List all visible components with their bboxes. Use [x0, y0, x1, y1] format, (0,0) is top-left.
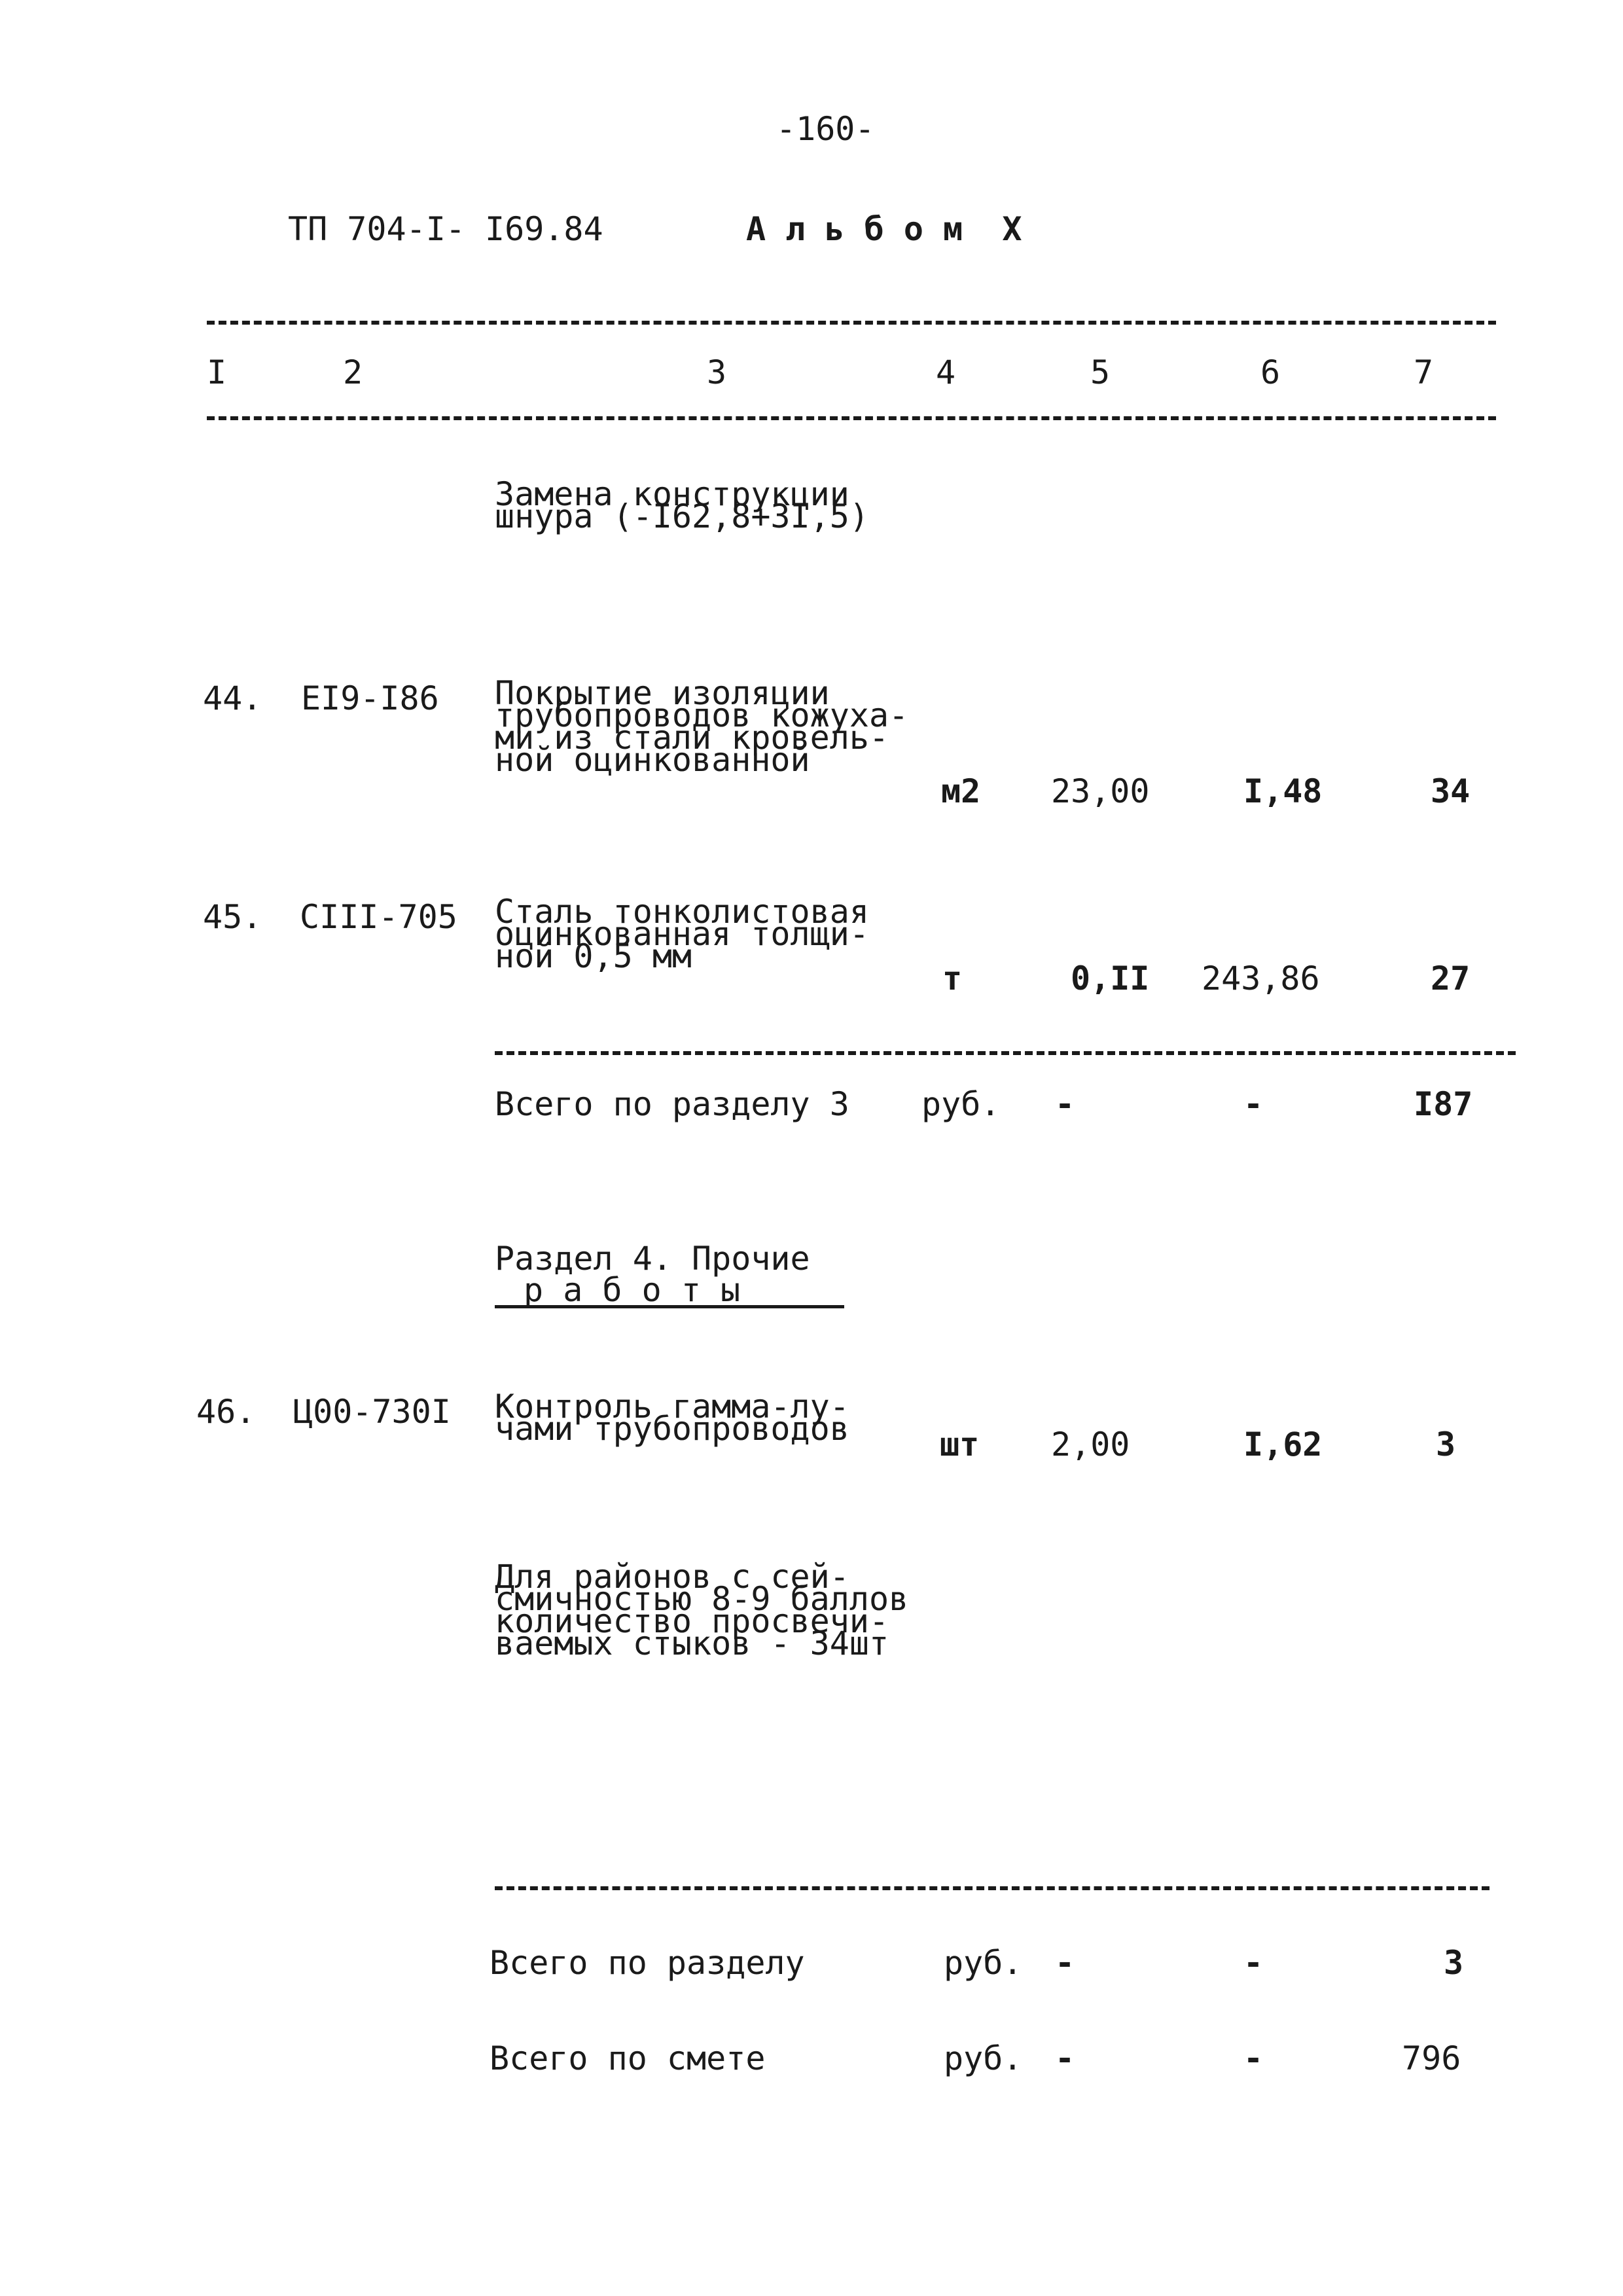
section-4-underline [495, 1305, 844, 1308]
item-description: Покрытие изоляции трубопроводов кожуха- ми из стали кровель- ной оцинкованной [495, 674, 909, 779]
note-shnur: Замена конструкции шнура (-I62,8+3I,5) [495, 475, 869, 535]
item-description: Сталь тонколистовая оцинкованная толщи- ной 0,5 мм [495, 893, 869, 975]
item-code: Ц00-730I [293, 1393, 451, 1431]
subtotal-4-rule [495, 1886, 1489, 1890]
grand-total-col6: - [1243, 2039, 1264, 2077]
grand-total-unit: руб. [944, 2039, 1023, 2077]
subtotal-col5: - [1055, 1944, 1075, 1982]
item-quantity: 2,00 [1051, 1426, 1130, 1463]
item-unit-price: I,48 [1243, 772, 1323, 810]
section-4-title: Раздел 4. Прочие [495, 1240, 810, 1278]
item-unit: м2 [941, 772, 981, 810]
grand-total-value: 796 [1402, 2039, 1461, 2077]
subtotal-col5: - [1055, 1085, 1075, 1123]
subtotal-unit: руб. [921, 1085, 1001, 1123]
subtotal-unit: руб. [944, 1944, 1023, 1982]
subtotal-label: Всего по разделу [490, 1944, 805, 1982]
row-number: 45. [203, 898, 262, 936]
row-number: 44. [203, 679, 262, 717]
item-total: 27 [1431, 960, 1471, 997]
column-header-3: 3 [707, 353, 727, 391]
item-quantity: 0,II [1071, 960, 1150, 997]
subtotal-col6: - [1243, 1085, 1264, 1123]
column-header-1: I [207, 353, 227, 391]
item-total: 34 [1431, 772, 1471, 810]
subtotal-total: I87 [1414, 1085, 1473, 1123]
column-header-4: 4 [936, 353, 956, 391]
section-4-title-line2: р а б о т ы [524, 1271, 741, 1309]
item-unit-price: 243,86 [1202, 960, 1320, 997]
header-top-rule [207, 321, 1496, 325]
item-unit: шт [940, 1426, 980, 1463]
grand-total-col5: - [1055, 2039, 1075, 2077]
subtotal-3-rule [495, 1051, 1516, 1055]
column-header-2: 2 [343, 353, 363, 391]
page-number: -160- [776, 110, 875, 148]
grand-total-label: Всего по смете [490, 2039, 766, 2077]
album-title: А л ь б о м X [746, 210, 1022, 248]
header-bottom-rule [207, 416, 1496, 420]
subtotal-label: Всего по разделу 3 [495, 1085, 849, 1123]
item-code: CIII-705 [300, 898, 457, 936]
row-number: 46. [196, 1393, 256, 1431]
item-description: Контроль гамма-лу- чами трубопроводов [495, 1388, 849, 1448]
item-unit: т [942, 960, 963, 997]
subtotal-total: 3 [1444, 1944, 1464, 1982]
document-code: ТП 704-I- I69.84 [288, 210, 603, 248]
column-header-7: 7 [1414, 353, 1434, 391]
column-header-6: 6 [1260, 353, 1281, 391]
column-header-5: 5 [1090, 353, 1111, 391]
item-quantity: 23,00 [1051, 772, 1150, 810]
item-code: EI9-I86 [301, 679, 439, 717]
subtotal-col6: - [1243, 1944, 1264, 1982]
item-total: 3 [1436, 1426, 1456, 1463]
item-unit-price: I,62 [1243, 1426, 1323, 1463]
note-seismic: Для районов с сей- смичностью 8-9 баллов количество просвечи- ваемых стыков - 34шт [495, 1558, 909, 1662]
